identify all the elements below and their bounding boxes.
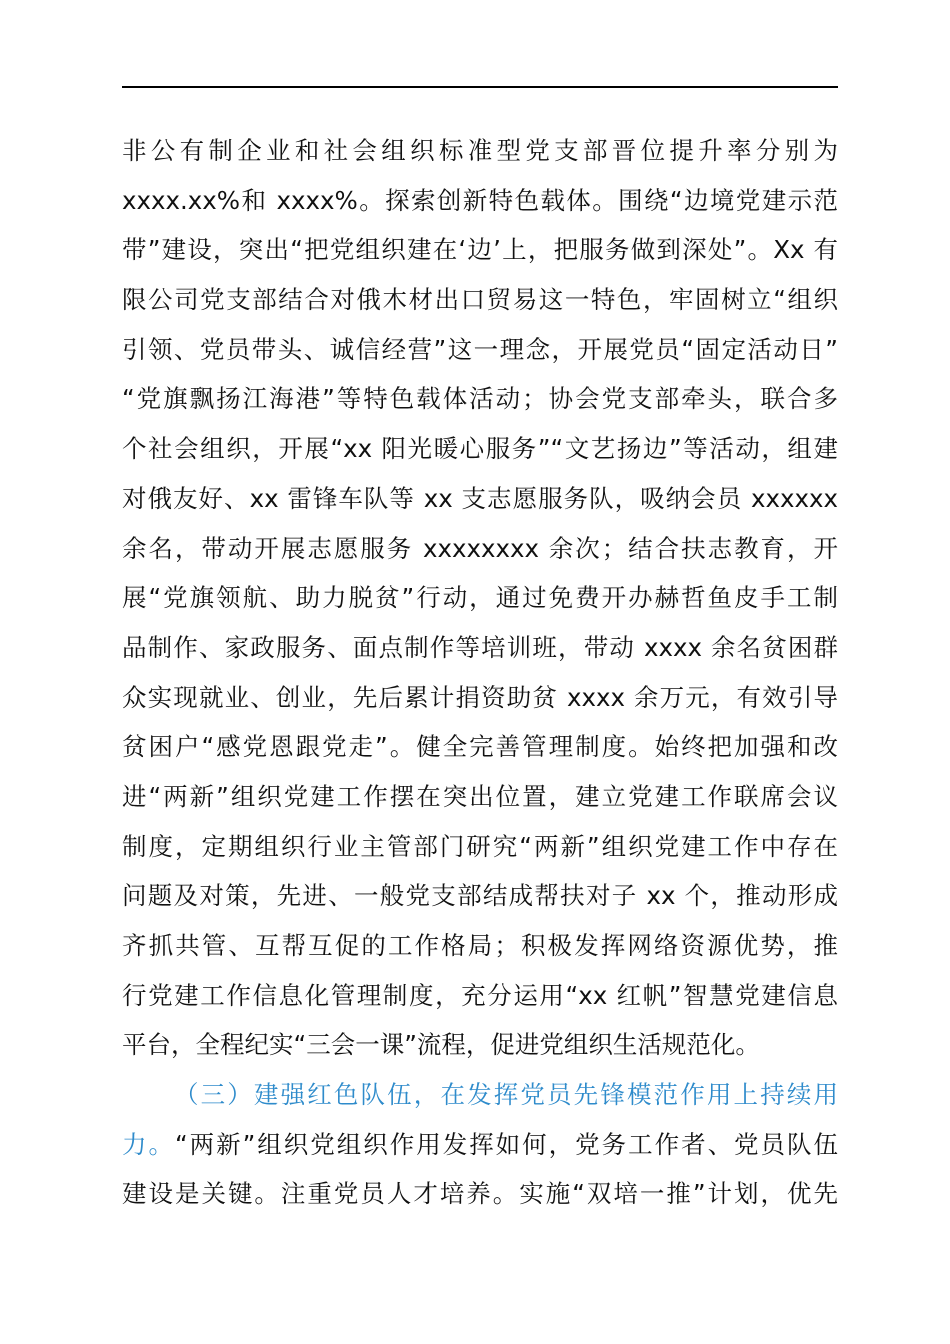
paragraph-line [122,1120,838,1170]
paragraph-line: 建设是关键。注重党员人才培养。实施“双培一推”计划，优先 [122,1179,838,1209]
paragraph-line: 个社会组织，开展“xx 阳光暖心服务”“文艺扬边”等活动，组建 [122,434,838,464]
paragraph-line: 非公有制企业和社会组织标准型党支部晋位提升率分别为 [122,136,838,165]
paragraph-line: 品制作、家政服务、面点制作等培训班，带动 xxxx 余名贫困群 [122,632,838,662]
paragraph-line: 引领、党员带头、诚信经营”这一理念，开展党员“固定活动日” [122,334,838,364]
paragraph-line: 贫困户“感党恩跟党走”。健全完善管理制度。始终把加强和改 [122,732,838,762]
header-rule [122,86,838,88]
section-heading: （三）建强红色队伍，在发挥党员先锋模范作用上持续用 [174,1080,838,1110]
paragraph-line: 限公司党支部结合对俄木材出口贸易这一特色，牢固树立“组织 [122,285,838,315]
paragraph-line: 对俄友好、xx 雷锋车队等 xx 支志愿服务队，吸纳会员 xxxxxx [122,483,838,513]
paragraph-line: 带”建设，突出“把党组织建在‘边’上，把服务做到深处”。Xx 有 [122,235,838,265]
paragraph-line: 众实现就业、创业，先后累计捐资助贫 xxxx 余万元，有效引导 [122,682,838,712]
paragraph-line: 平台，全程纪实“三会一课”流程，促进党组织生活规范化。 [122,1030,760,1060]
paragraph-line: 齐抓共管、互帮互促的工作格局；积极发挥网络资源优势，推 [122,931,838,960]
paragraph-line: 展“党旗领航、助力脱贫”行动，通过免费开办赫哲鱼皮手工制 [122,583,838,613]
paragraph-line: 进“两新”组织党建工作摆在突出位置，建立党建工作联席会议 [122,781,838,811]
paragraph-line: xxxx.xx%和 xxxx%。探索创新特色载体。围绕“边境党建示范 [122,185,838,215]
section-heading-end: 力。 [122,1129,175,1159]
paragraph-line: 余名，带动开展志愿服务 xxxxxxxx 余次；结合扶志教育，开 [122,533,838,563]
paragraph-line: 问题及对策，先进、一般党支部结成帮扶对子 xx 个，推动形成 [122,881,838,911]
paragraph-line: 制度，定期组织行业主管部门研究“两新”组织党建工作中存在 [122,831,838,861]
paragraph-line: 行党建工作信息化管理制度，充分运用“xx 红帆”智慧党建信息 [122,980,838,1010]
paragraph-line: “党旗飘扬江海港”等特色载体活动；协会党支部牵头，联合多 [122,384,838,414]
document-body [122,126,838,1219]
paragraph-text: “两新”组织党组织作用发挥如何，党务工作者、党员队伍 [174,1129,838,1159]
